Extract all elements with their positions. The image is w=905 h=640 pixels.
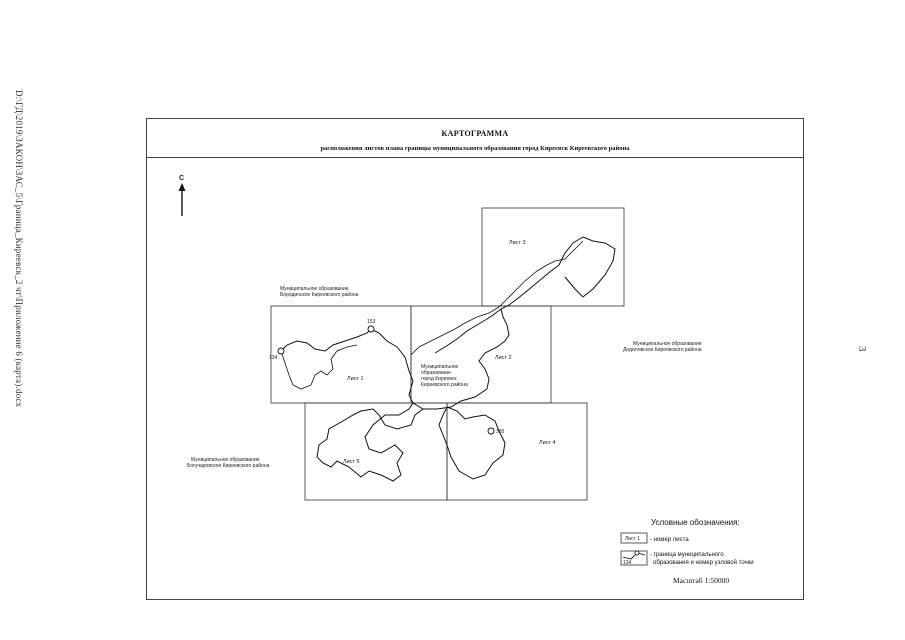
node-153-marker <box>367 319 376 332</box>
sheet-5-label: Лист 5 <box>343 459 360 465</box>
svg-text:Киреевского района: Киреевского района <box>421 382 468 388</box>
svg-text:Дедиловское Киреевского района: Дедиловское Киреевского района <box>623 347 702 353</box>
neighbor-northwest <box>280 286 359 298</box>
map-scale: Масштаб 1:50000 <box>673 576 730 585</box>
neighbor-east <box>623 341 702 353</box>
node-134-label: 134 <box>269 355 278 361</box>
sheet-1-outline <box>281 345 357 389</box>
north-arrow-icon <box>179 175 186 216</box>
svg-text:Бородинское Киреевского района: Бородинское Киреевского района <box>280 292 359 298</box>
node-335-label: 335 <box>496 429 505 435</box>
legend-boundary-desc-2: образования и номер узловой точки <box>653 560 754 566</box>
page-number: 3 <box>856 346 868 352</box>
map-subtitle: расположения листов плана границы муниципального образования город Киреевск Киреевского района <box>320 145 630 152</box>
node-153-label: 153 <box>367 319 376 325</box>
svg-text:город Киреевск: город Киреевск <box>421 376 457 382</box>
cartogram-svg <box>147 119 805 601</box>
map-title: КАРТОГРАММА <box>441 129 509 138</box>
legend-sheet-sample: Лист 1 <box>625 536 641 542</box>
sheet-3-rect <box>482 208 624 306</box>
legend-boundary-line-icon <box>623 553 645 559</box>
sheet-1-label: Лист 1 <box>347 376 364 382</box>
legend-boundary-desc-1: - граница муниципального <box>650 552 724 558</box>
boundary-inner-line <box>411 241 583 355</box>
sheet-1-rect <box>271 306 411 403</box>
file-path-margin-text: D:\ГД\2019\ЗАКОН\ЗАС_5\Граница_Киреевск_2 чт\Приложение 6 (карта).docx <box>14 90 24 408</box>
legend-sheet-desc: - номер листа <box>650 537 689 543</box>
svg-text:Муниципальное образование: Муниципальное образование <box>191 457 260 463</box>
center-municipality-label <box>421 364 468 388</box>
sheet-4-label: Лист 4 <box>539 440 556 446</box>
legend-node-label: 134 <box>623 560 632 566</box>
north-arrow-label: С <box>179 175 185 182</box>
sheet-2-rect <box>411 306 551 403</box>
legend <box>621 518 754 585</box>
svg-text:Муниципальное: Муниципальное <box>421 364 459 370</box>
legend-title: Условные обозначения: <box>651 518 740 527</box>
sheet-4-rect <box>447 403 587 500</box>
sheet-2-label: Лист 2 <box>495 355 512 361</box>
node-335-marker <box>488 428 505 435</box>
svg-text:Муниципальное образование: Муниципальное образование <box>280 286 349 292</box>
svg-text:Муниципальное образование: Муниципальное образование <box>633 341 702 347</box>
svg-text:Богучаровское Киреевского райо: Богучаровское Киреевского района <box>187 463 270 469</box>
map-frame <box>146 118 804 600</box>
svg-text:образование: образование <box>421 370 451 376</box>
neighbor-southwest <box>187 457 270 469</box>
sheet-3-label: Лист 3 <box>509 240 526 246</box>
